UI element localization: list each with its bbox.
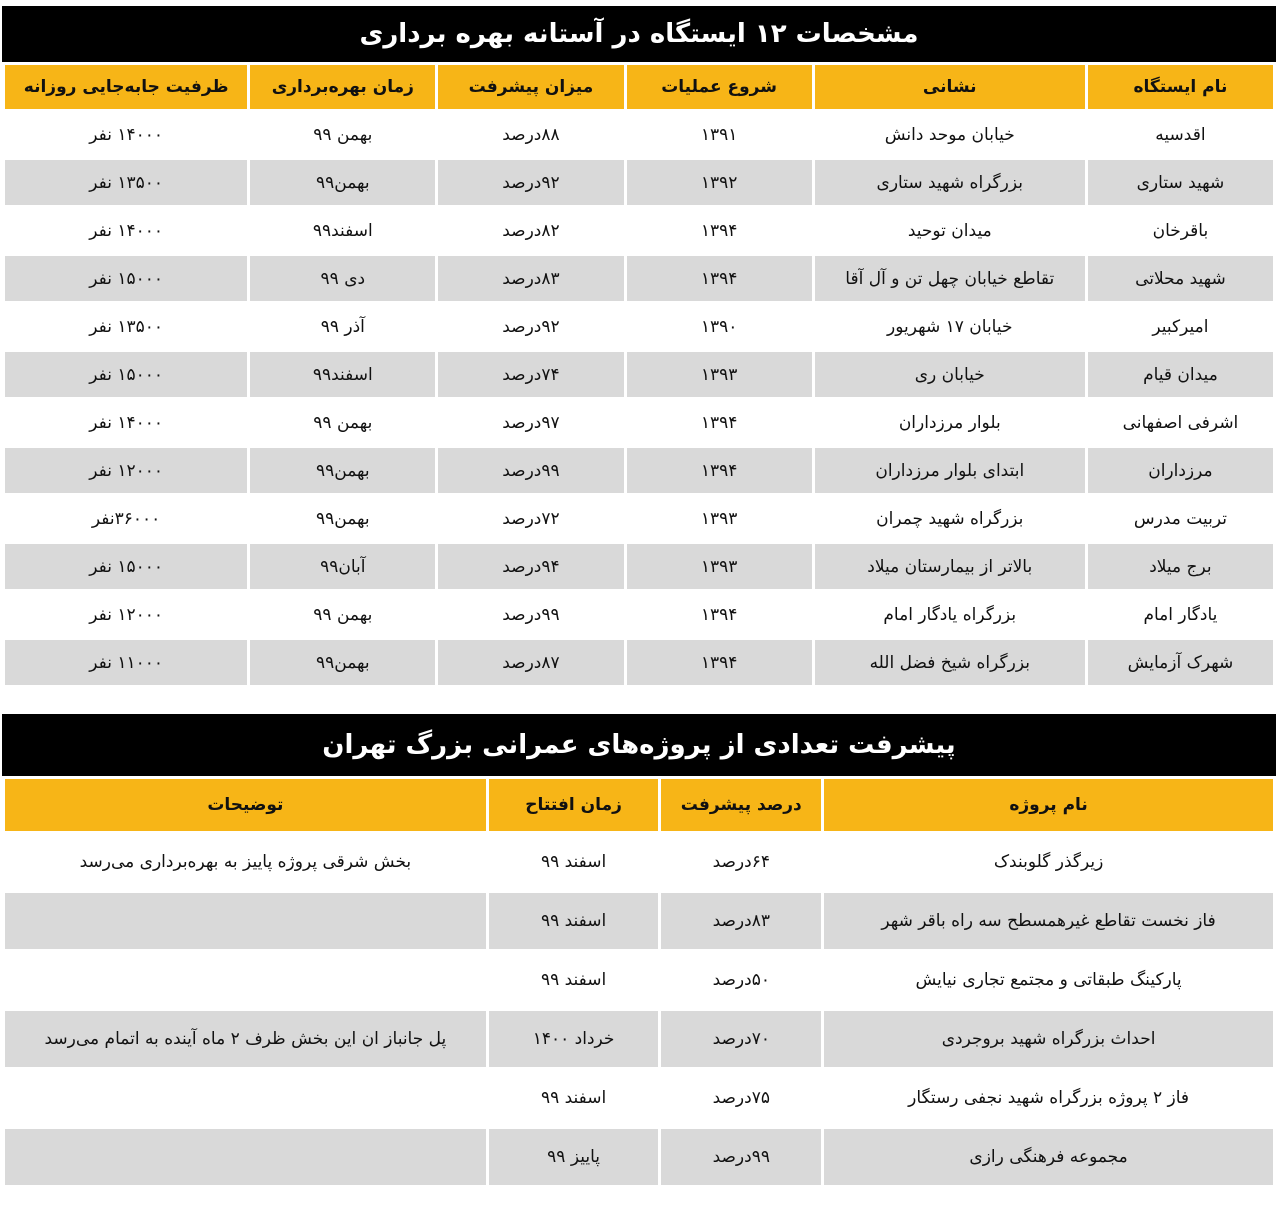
- station-name: اشرفی اصفهانی: [1122, 412, 1239, 433]
- stations-header-row: [5, 65, 1273, 109]
- stations-table: [2, 62, 1276, 688]
- station-operation-time: اسفند۹۹: [312, 220, 373, 241]
- table-row: [5, 256, 1273, 301]
- table-row: [5, 834, 1273, 890]
- station-capacity: ۳۶۰۰۰نفر: [91, 508, 161, 529]
- station-operation-time: اسفند۹۹: [250, 352, 435, 397]
- table-row: [5, 400, 1273, 445]
- header-description: توضیحات: [5, 779, 486, 831]
- station-address: بزرگراه شهید ستاری: [815, 160, 1085, 205]
- station-address: بزرگراه شهید چمران: [876, 508, 1024, 529]
- station-address: میدان توحید: [907, 220, 992, 241]
- header-address: نشانی: [815, 65, 1085, 109]
- table-row: [5, 448, 1273, 493]
- station-capacity: ۱۱۰۰۰ نفر: [5, 640, 247, 685]
- station-name: شهید ستاری: [1088, 160, 1273, 205]
- station-progress: ۹۹درصد: [502, 604, 560, 625]
- stations-table-title: مشخصات ۱۲ ایستگاه در آستانه بهره برداری: [2, 6, 1276, 62]
- project-name: پارکینگ طبقاتی و مجتمع تجاری نیایش: [915, 970, 1182, 990]
- project-progress: ۷۵درصد: [712, 1088, 770, 1108]
- projects-table: [2, 776, 1276, 1188]
- projects-table-title: پیشرفت تعدادی از پروژه‌های عمرانی بزرگ تهران: [2, 714, 1276, 776]
- station-capacity: ۱۴۰۰۰ نفر: [89, 124, 163, 145]
- station-progress: ۹۲درصد: [438, 160, 623, 205]
- station-start: ۱۳۹۴: [627, 448, 812, 493]
- station-address: تقاطع خیابان چهل تن و آل آقا: [815, 256, 1085, 301]
- station-operation-time: آبان۹۹: [250, 544, 435, 589]
- project-name: مجموعه فرهنگی رازی: [824, 1129, 1273, 1185]
- station-address: بزرگراه یادگار امام: [883, 604, 1017, 625]
- station-name: تربیت مدرس: [1133, 508, 1227, 529]
- station-operation-time: بهمن۹۹: [250, 640, 435, 685]
- project-opening: اسفند ۹۹: [540, 1088, 607, 1108]
- station-progress: ۸۸درصد: [502, 124, 560, 145]
- station-start: ۱۳۹۳: [627, 544, 812, 589]
- station-start: ۱۳۹۴: [700, 412, 738, 433]
- project-progress: ۷۰درصد: [661, 1011, 821, 1067]
- header-progress-percent: درصد پیشرفت: [661, 779, 821, 831]
- station-progress: ۹۴درصد: [438, 544, 623, 589]
- stations-panel: [2, 6, 1276, 688]
- project-opening: پاییز ۹۹: [489, 1129, 659, 1185]
- project-name: فاز ۲ پروژه بزرگراه شهید نجفی رستگار: [908, 1088, 1190, 1108]
- project-description: بخش شرقی پروژه پاییز به بهره‌برداری می‌رسد: [79, 852, 412, 872]
- station-address: ابتدای بلوار مرزداران: [815, 448, 1085, 493]
- station-progress: ۷۴درصد: [438, 352, 623, 397]
- station-capacity: ۱۵۰۰۰ نفر: [5, 544, 247, 589]
- station-name: اقدسیه: [1155, 124, 1206, 145]
- project-opening: اسفند ۹۹: [540, 970, 607, 990]
- station-operation-time: بهمن ۹۹: [313, 412, 373, 433]
- station-address: بزرگراه شیخ فضل الله: [815, 640, 1085, 685]
- station-operation-time: دی ۹۹: [250, 256, 435, 301]
- station-capacity: ۱۳۵۰۰ نفر: [5, 160, 247, 205]
- header-project-name: نام پروژه: [824, 779, 1273, 831]
- station-capacity: ۱۲۰۰۰ نفر: [89, 604, 163, 625]
- station-operation-time: بهمن ۹۹: [313, 604, 373, 625]
- project-progress: ۹۹درصد: [661, 1129, 821, 1185]
- station-progress: ۸۳درصد: [438, 256, 623, 301]
- station-address: خیابان ۱۷ شهریور: [887, 316, 1013, 337]
- station-operation-time: آذر ۹۹: [320, 316, 365, 337]
- station-name: شهید محلاتی: [1088, 256, 1273, 301]
- station-capacity: ۱۴۰۰۰ نفر: [89, 220, 163, 241]
- station-address: خیابان ری: [815, 352, 1085, 397]
- station-address: بلوار مرزداران: [898, 412, 1001, 433]
- table-row: [5, 112, 1273, 157]
- table-row: [5, 893, 1273, 949]
- table-row: [5, 352, 1273, 397]
- station-start: ۱۳۹۳: [627, 352, 812, 397]
- station-progress: ۹۲درصد: [502, 316, 560, 337]
- station-start: ۱۳۹۱: [700, 124, 738, 145]
- station-start: ۱۳۹۴: [627, 256, 812, 301]
- station-name: شهرک آزمایش: [1088, 640, 1273, 685]
- station-operation-time: بهمن۹۹: [250, 160, 435, 205]
- table-row: [5, 208, 1273, 253]
- projects-panel: [2, 714, 1276, 1188]
- project-description: [5, 1070, 486, 1126]
- project-name: زیرگذر گلوبندک: [993, 852, 1104, 872]
- station-operation-time: بهمن۹۹: [250, 448, 435, 493]
- header-daily-capacity: ظرفیت جابه‌جایی روزانه: [5, 65, 247, 109]
- station-capacity: ۱۳۵۰۰ نفر: [89, 316, 163, 337]
- table-row: [5, 952, 1273, 1008]
- station-name: یادگار امام: [1143, 604, 1218, 625]
- station-start: ۱۳۹۳: [700, 508, 738, 529]
- station-progress: ۷۲درصد: [502, 508, 560, 529]
- station-name: باقرخان: [1152, 220, 1209, 241]
- project-name: فاز نخست تقاطع غیرهمسطح سه راه باقر شهر: [824, 893, 1273, 949]
- station-progress: ۹۷درصد: [502, 412, 560, 433]
- station-capacity: ۱۴۰۰۰ نفر: [89, 412, 163, 433]
- station-progress: ۸۲درصد: [502, 220, 560, 241]
- station-name: میدان قیام: [1088, 352, 1273, 397]
- station-capacity: ۱۵۰۰۰ نفر: [5, 256, 247, 301]
- header-station-name: نام ایستگاه: [1088, 65, 1273, 109]
- project-opening: اسفند ۹۹: [489, 893, 659, 949]
- project-opening: اسفند ۹۹: [540, 852, 607, 872]
- table-row: [5, 1070, 1273, 1126]
- station-start: ۱۳۹۴: [700, 220, 738, 241]
- station-progress: ۹۹درصد: [438, 448, 623, 493]
- station-start: ۱۳۹۴: [700, 604, 738, 625]
- station-name: امیرکبیر: [1152, 316, 1209, 337]
- station-start: ۱۳۹۴: [627, 640, 812, 685]
- project-name: احداث بزرگراه شهید بروجردی: [824, 1011, 1273, 1067]
- station-operation-time: بهمن ۹۹: [313, 124, 373, 145]
- station-start: ۱۳۹۰: [700, 316, 738, 337]
- station-progress: ۸۷درصد: [438, 640, 623, 685]
- station-capacity: ۱۲۰۰۰ نفر: [5, 448, 247, 493]
- header-opening-time: زمان افتتاح: [489, 779, 659, 831]
- project-opening: خرداد ۱۴۰۰: [489, 1011, 659, 1067]
- table-row: [5, 544, 1273, 589]
- project-description: [5, 893, 486, 949]
- station-start: ۱۳۹۲: [627, 160, 812, 205]
- table-row: [5, 640, 1273, 685]
- table-row: [5, 592, 1273, 637]
- header-operation-time: زمان بهره‌برداری: [250, 65, 435, 109]
- table-row: [5, 1129, 1273, 1185]
- project-description: [5, 1129, 486, 1185]
- station-address: خیابان موحد دانش: [884, 124, 1015, 145]
- station-address: بالاتر از بیمارستان میلاد: [815, 544, 1085, 589]
- projects-header-row: [5, 779, 1273, 831]
- table-row: [5, 496, 1273, 541]
- header-start: شروع عملیات: [627, 65, 812, 109]
- project-description: پل جانباز ان این بخش ظرف ۲ ماه آینده به اتمام می‌رسد: [5, 1011, 486, 1067]
- project-progress: ۶۴درصد: [712, 852, 770, 872]
- table-row: [5, 1011, 1273, 1067]
- table-row: [5, 304, 1273, 349]
- table-row: [5, 160, 1273, 205]
- station-capacity: ۱۵۰۰۰ نفر: [5, 352, 247, 397]
- station-operation-time: بهمن۹۹: [316, 508, 370, 529]
- header-progress: میزان پیشرفت: [438, 65, 623, 109]
- project-description: [5, 952, 486, 1008]
- station-name: مرزداران: [1088, 448, 1273, 493]
- project-progress: ۵۰درصد: [712, 970, 770, 990]
- station-name: برج میلاد: [1088, 544, 1273, 589]
- project-progress: ۸۳درصد: [661, 893, 821, 949]
